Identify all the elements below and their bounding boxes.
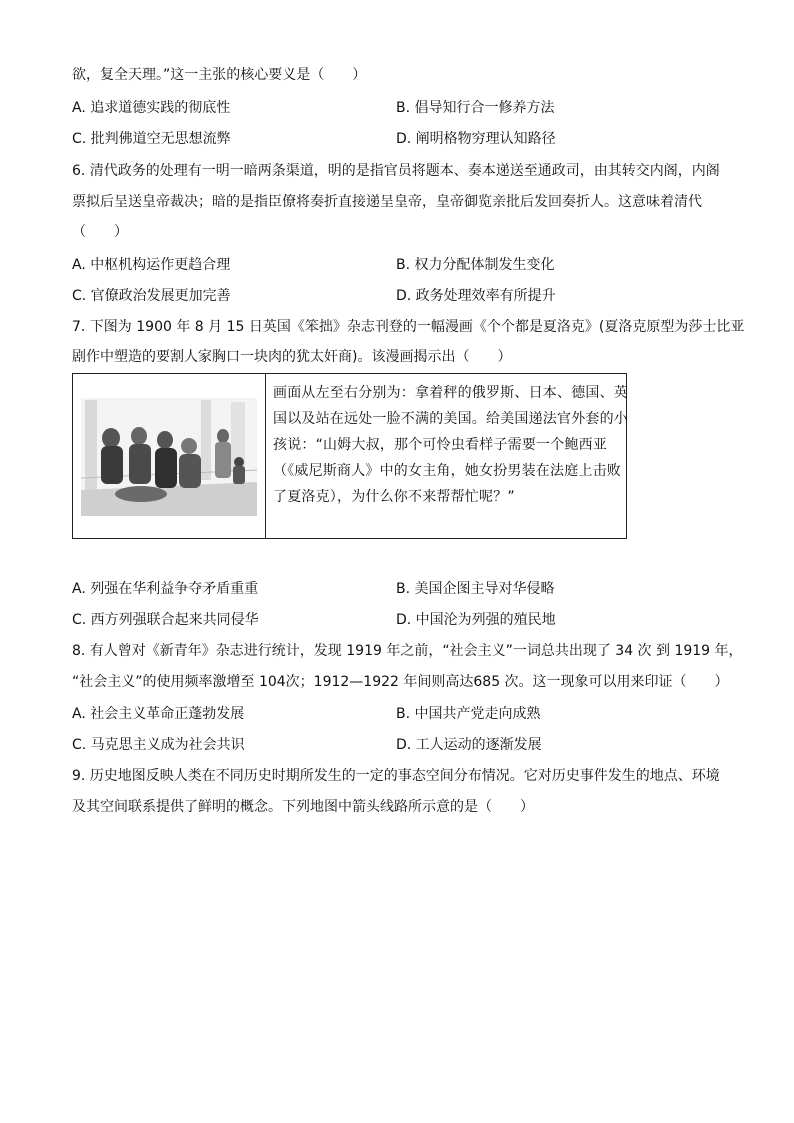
q6-stem-line-3: （ ） — [72, 224, 128, 240]
q6-stem-line-1: 6. 清代政务的处理有一明一暗两条渠道，明的是指官员将题本、奏本递送至通政司，由其转交内阁，内阁 — [72, 163, 720, 179]
q6-option-a[interactable]: A. 中枢机构运作更趋合理 — [72, 257, 231, 273]
q9-stem-line-1: 9. 历史地图反映人类在不同历史时期所发生的一定的事态空间分布情况。它对历史事件发生的地点、环境 — [72, 768, 720, 784]
q5-option-b[interactable]: B. 倡导知行合一修养方法 — [396, 100, 555, 116]
caption-line-1: 画面从左至右分别为：拿着秤的俄罗斯、日本、德国、英 — [273, 385, 628, 401]
figure-divider — [265, 374, 266, 538]
q7-option-c[interactable]: C. 西方列强联合起来共同侵华 — [72, 612, 259, 628]
q7-stem-line-2: 剧作中塑造的要割人家胸口一块肉的犹太奸商)。该漫画揭示出（ ） — [72, 349, 512, 365]
q7-figure-table — [72, 373, 627, 539]
caption-line-2: 国以及站在远处一脸不满的美国。给美国递法官外套的小 — [273, 411, 628, 427]
caption-line-4: （《威尼斯商人》中的女主角，她女扮男装在法庭上击败 — [273, 463, 621, 479]
q5-option-a[interactable]: A. 追求道德实践的彻底性 — [72, 100, 231, 116]
q8-option-a[interactable]: A. 社会主义革命正蓬勃发展 — [72, 706, 245, 722]
caption-line-3: 孩说：“山姆大叔，那个可怜虫看样子需要一个鲍西亚 — [273, 437, 608, 453]
q7-option-d[interactable]: D. 中国沦为列强的殖民地 — [396, 612, 556, 628]
q9-stem-line-2: 及其空间联系提供了鲜明的概念。下列地图中箭头线路所示意的是（ ） — [72, 799, 534, 815]
q8-stem-line-1: 8. 有人曾对《新青年》杂志进行统计，发现 1919 年之前，“社会主义”一词总共出现了 34 次 到 1919 年， — [72, 643, 743, 659]
q8-option-c[interactable]: C. 马克思主义成为社会共识 — [72, 737, 245, 753]
q8-option-b[interactable]: B. 中国共产党走向成熟 — [396, 706, 541, 722]
q8-option-d[interactable]: D. 工人运动的逐渐发展 — [396, 737, 542, 753]
q7-caption — [273, 380, 628, 510]
q6-option-b[interactable]: B. 权力分配体制发生变化 — [396, 257, 555, 273]
q6-option-c[interactable]: C. 官僚政治发展更加完善 — [72, 288, 231, 304]
q8-stem-line-2: “社会主义”的使用频率激增至 104次；1912—1922 年间则高达685 次。这一现象可以用来印证（ ） — [72, 674, 729, 690]
q7-option-b[interactable]: B. 美国企图主导对华侵略 — [396, 581, 555, 597]
q5-option-c[interactable]: C. 批判佛道空无思想流弊 — [72, 131, 231, 147]
q7-option-a[interactable]: A. 列强在华利益争夺矛盾重重 — [72, 581, 259, 597]
caption-line-5: 了夏洛克），为什么你不来帮帮忙呢？” — [273, 489, 515, 505]
q6-option-d[interactable]: D. 政务处理效率有所提升 — [396, 288, 556, 304]
cartoon-image — [81, 398, 257, 516]
q7-stem-line-1: 7. 下图为 1900 年 8 月 15 日英国《笨拙》杂志刊登的一幅漫画《个个都是夏洛克》(夏洛克原型为莎士比亚 — [72, 319, 745, 335]
q5-stem-tail: 欲，复全天理。”这一主张的核心要义是（ ） — [72, 67, 367, 83]
q5-option-d[interactable]: D. 阐明格物穷理认知路径 — [396, 131, 556, 147]
q6-stem-line-2: 票拟后呈送皇帝裁决；暗的是指臣僚将奏折直接递呈皇帝，皇帝御览亲批后发回奏折人。这意味着清代 — [72, 194, 702, 210]
